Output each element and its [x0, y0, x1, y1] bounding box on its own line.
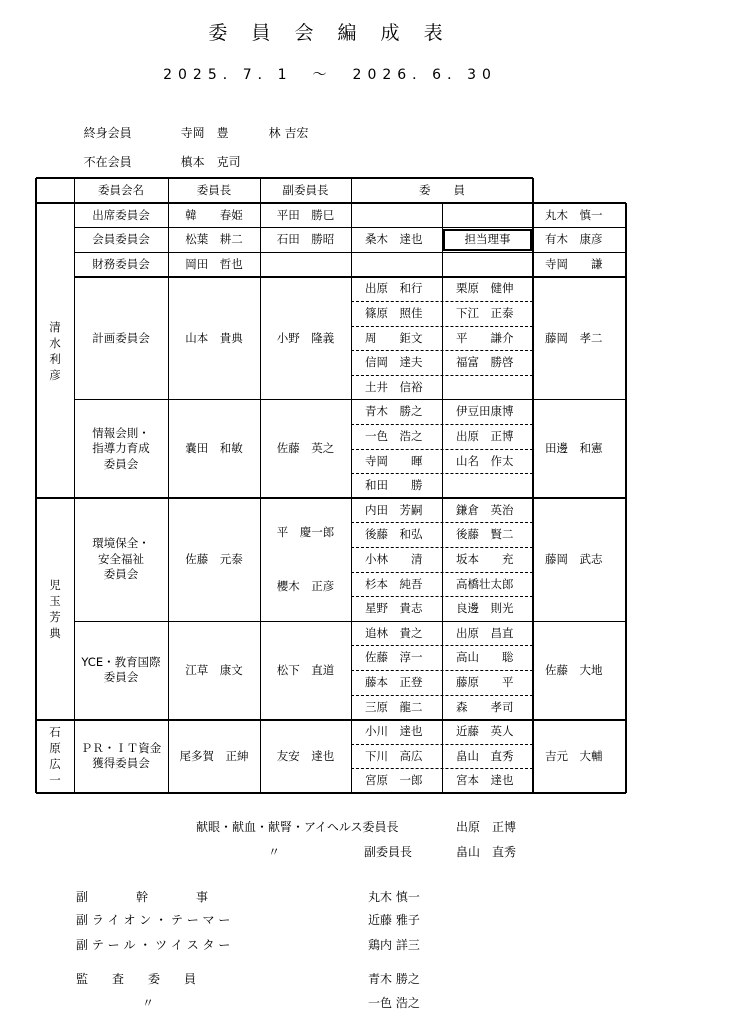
member-cell: 三原 龍二: [365, 699, 423, 714]
member-cell: 信岡 達夫: [365, 355, 423, 370]
director-in-charge-box: [443, 229, 532, 252]
committee-vice-chair: 石田 勝昭: [276, 232, 335, 247]
member-name: 槙本 克司: [180, 155, 241, 169]
committee-vice-chair: 佐藤 英之: [276, 441, 335, 456]
officer-role: 副 幹 事: [76, 890, 209, 904]
member-cell: 近藤 英人: [456, 724, 514, 739]
officer-role: 監 査 委 員: [76, 972, 197, 986]
table-rule: [36, 497, 626, 499]
member-cell: 周 鉅文: [365, 330, 423, 345]
health-ditto-mark: 〃: [268, 845, 281, 859]
committee-name: 情報会則・ 指導力育成 委員会: [92, 425, 150, 471]
health-vice-role: 副委員長: [364, 845, 413, 859]
committee-name: 会員委員会: [92, 232, 150, 247]
member-cell: 山名 作太: [456, 453, 514, 468]
committee-chair: 佐藤 元泰: [185, 551, 243, 566]
group-leader-char: 芳: [49, 609, 61, 624]
member-cell: 高山 聡: [456, 650, 514, 665]
committee-director: 藤岡 武志: [545, 551, 603, 566]
member-cell: [351, 203, 442, 228]
committee-vice-chair: 平田 勝巳: [276, 207, 335, 222]
committee-director: 丸木 慎一: [545, 207, 603, 222]
header-chair: 委員長: [196, 182, 232, 197]
member-cell: 平 謙介: [456, 330, 514, 345]
table-rule: [74, 178, 75, 793]
committee-director: 有木 康彦: [545, 232, 603, 247]
committee-director: 寺岡 謙: [545, 256, 603, 271]
member-cell: 藤本 正登: [365, 674, 423, 689]
member-cell: 追林 貴之: [365, 625, 423, 640]
committee-chair: 江草 康文: [185, 662, 243, 677]
committee-chair: 山本 貴典: [185, 330, 243, 345]
committee-name: 出席委員会: [92, 207, 150, 222]
committee-name: ＰＲ・ＩＴ資金 獲得委員会: [80, 740, 162, 771]
header-vice-chair: 副委員長: [282, 182, 329, 197]
member-cell: 一色 浩之: [365, 428, 423, 443]
committee-name: 財務委員会: [92, 256, 150, 271]
member-cell: [442, 203, 533, 228]
group-leader-char: 彦: [49, 367, 61, 382]
page-title: 委 員 会 編 成 表: [208, 22, 452, 44]
table-rule: [351, 178, 352, 793]
member-cell: 良邊 則光: [456, 601, 514, 616]
officer-role: 副 テ ー ル ・ ツ イ ス タ ー: [76, 938, 231, 952]
member-cell: 寺岡 暉: [365, 453, 423, 468]
group-leader-char: 水: [49, 335, 61, 350]
committee-director: 佐藤 大地: [545, 662, 603, 677]
member-cell: 出原 和行: [365, 281, 423, 296]
committee-vice-chair: 小野 隆義: [276, 330, 335, 345]
group-leader-char: 原: [49, 741, 61, 756]
group-leader-char: 玉: [49, 593, 61, 608]
member-cell: 出原 昌直: [456, 625, 514, 640]
member-cell: 小川 達也: [365, 724, 423, 739]
member-cell: [442, 252, 533, 277]
committee-director: 藤岡 孝二: [545, 330, 603, 345]
group-leader-char: 典: [49, 625, 61, 640]
member-name: 寺岡 豊: [180, 126, 229, 140]
member-cell: 星野 貴志: [365, 601, 423, 616]
health-chair-name: 出原 正博: [456, 820, 517, 834]
committee-chair: 松葉 耕二: [185, 232, 243, 247]
committee-vice-chair: [260, 252, 351, 277]
group-leader-char: 清: [49, 319, 61, 334]
member-cell: 宮原 一郎: [365, 773, 423, 788]
officer-name: 青木 勝之: [368, 972, 420, 986]
lifetime-member-line: [76, 110, 308, 141]
committee-chair: 嚢田 和敏: [185, 441, 243, 456]
table-rule: [625, 203, 627, 793]
committee-name: YCE・教育国際 委員会: [81, 654, 161, 685]
officer-name: 鶏内 詳三: [368, 938, 420, 952]
table-rule: [260, 178, 261, 793]
committee-name: 環境保全・ 安全福祉 委員会: [92, 536, 150, 582]
member-cell: 下川 高広: [365, 748, 423, 763]
member-cell: 内田 芳嗣: [365, 502, 423, 517]
committee-vice-chair: 松下 直道: [276, 662, 335, 677]
member-cell: [351, 252, 442, 277]
group-leader: [36, 498, 74, 719]
member-cell: 森 孝司: [456, 699, 514, 714]
group-leader-char: 児: [49, 577, 61, 592]
member-cell: 下江 正泰: [456, 305, 514, 320]
committee-name: 計画委員会: [92, 330, 150, 345]
header-committee: 委員会名: [98, 182, 144, 197]
officer-ditto-mark: 〃: [142, 996, 155, 1010]
committee-chair: 尾多賀 正紳: [179, 748, 249, 763]
group-leader: [36, 203, 74, 498]
table-rule: [168, 178, 169, 793]
committee-director: 吉元 大輔: [545, 748, 603, 763]
table-rule: [442, 203, 443, 793]
table-rule: [36, 202, 626, 204]
group-leader-char: 利: [49, 351, 61, 366]
member-cell: 栗原 健伸: [456, 281, 514, 296]
group-leader-char: 一: [49, 773, 61, 788]
member-cell: 篠原 照佳: [365, 305, 423, 320]
table-rule: [36, 792, 626, 794]
committee-chair: 岡田 哲也: [185, 256, 243, 271]
member-cell: 畠山 直秀: [456, 748, 514, 763]
table-rule: [36, 177, 533, 179]
member-cell: 後藤 和弘: [365, 527, 423, 542]
member-cell: 担当理事: [464, 232, 511, 247]
member-label: 不在会員: [83, 155, 132, 169]
health-chair-role: 献眼・献血・献腎・アイヘルス委員長: [196, 820, 399, 834]
member-cell: 鎌倉 英治: [456, 502, 514, 517]
member-cell: 後藤 賢二: [456, 527, 514, 542]
table-rule: [36, 719, 626, 721]
officer-name: 一色 浩之: [368, 996, 420, 1010]
member-cell: 佐藤 淳一: [365, 650, 423, 665]
member-cell: 出原 正博: [456, 428, 514, 443]
member-cell: [442, 375, 533, 400]
group-leader-char: 広: [49, 757, 61, 772]
member-cell: 青木 勝之: [365, 404, 423, 419]
member-cell: 高橋壮太郎: [456, 576, 514, 591]
member-cell: [442, 474, 533, 499]
member-cell: 福富 勝啓: [456, 355, 514, 370]
member-cell: 桑木 達也: [365, 232, 423, 247]
group-leader-char: 石: [49, 725, 61, 740]
committee-vice-chair: 櫻木 正彦: [276, 578, 335, 593]
health-vice-name: 畠山 直秀: [456, 845, 517, 859]
member-name: 林 吉宏: [268, 126, 309, 140]
officer-name: 丸木 慎一: [368, 890, 420, 904]
member-cell: 宮本 達也: [456, 773, 514, 788]
group-leader: [36, 720, 74, 794]
member-cell: 坂本 充: [456, 551, 514, 566]
officer-name: 近藤 雅子: [368, 913, 420, 927]
committee-vice-chair: 友安 達也: [276, 748, 335, 763]
header-members: 委 員: [419, 182, 465, 197]
table-rule: [35, 178, 37, 793]
absent-member-line: [76, 139, 241, 170]
member-cell: 杉本 純吾: [365, 576, 423, 591]
committee-vice-chair: 平 慶一郎: [276, 525, 335, 540]
table-rule: [532, 178, 534, 793]
officer-role: 副 ラ イ オ ン ・ テ ー マ ー: [76, 913, 231, 927]
member-cell: 土井 信裕: [365, 379, 423, 394]
committee-director: 田邊 和憲: [545, 441, 603, 456]
member-cell: 小林 清: [365, 551, 423, 566]
period: 2025．7．1 ～ 2026．6．30: [163, 67, 497, 83]
member-cell: 和田 勝: [365, 478, 423, 493]
member-label: 終身会員: [83, 126, 132, 140]
committee-chair: 韓 春姫: [185, 207, 243, 222]
member-cell: 藤原 平: [456, 674, 514, 689]
member-cell: 伊豆田康博: [456, 404, 514, 419]
